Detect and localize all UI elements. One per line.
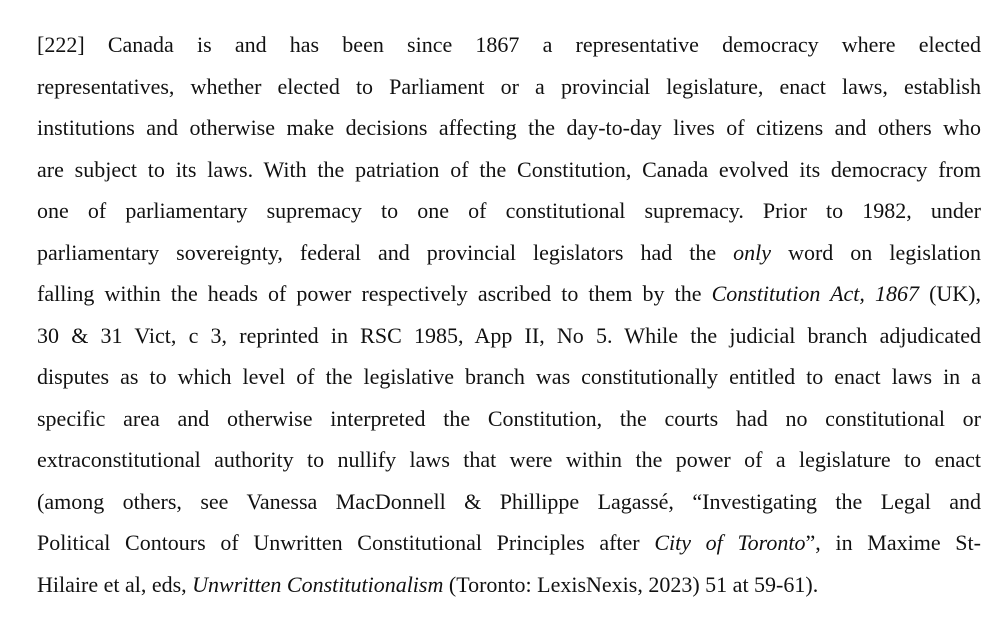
text-line: (among others, see Vanessa MacDonnell & Phillippe Lagassé, “Investigating the Legal and (37, 488, 981, 514)
italic-emphasis: only (733, 239, 772, 265)
text-line: 30 & 31 Vict, c 3, reprinted in RSC 1985, App II, No 5. While the judicial branch adjudicated (37, 322, 981, 348)
case-name: City of Toronto (654, 530, 806, 555)
text-line: disputes as to which level of the legislative branch was constitutionally entitled to enact laws in a (37, 364, 981, 389)
text-line: representatives, whether elected to Parliament or a provincial legislature, enact laws, establish (37, 73, 981, 99)
text-line: parliamentary sovereignty, federal and provincial legislators had the only word on legislation (37, 239, 981, 265)
text-line: specific area and otherwise interpreted the Constitution, the courts had no constitutional or (37, 405, 981, 431)
book-title: Unwritten Constitutionalism (192, 571, 444, 597)
paragraph-number: [222] (37, 32, 85, 57)
text-line: Political Contours of Unwritten Constitutional Principles after City of Toronto”, in Maxime St- (37, 530, 981, 555)
text-line: institutions and otherwise make decisions affecting the day-to-day lives of citizens and others who (37, 115, 981, 140)
paragraph-222 (37, 24, 981, 605)
text-line: one of parliamentary supremacy to one of constitutional supremacy. Prior to 1982, under (37, 198, 981, 223)
text-line: are subject to its laws. With the patriation of the Constitution, Canada evolved its democracy from (37, 156, 981, 182)
text-line: [222] Canada is and has been since 1867 a representative democracy where elected (37, 32, 981, 57)
text-line: falling within the heads of power respectively ascribed to them by the Constitution Act, 1867 (UK), (37, 281, 982, 306)
text-line: Hilaire et al, eds, Unwritten Constitutionalism (Toronto: LexisNexis, 2023) 51 at 59-61). (37, 571, 819, 597)
text-line: extraconstitutional authority to nullify laws that were within the power of a legislature to enact (37, 447, 981, 472)
statute-title: Constitution Act, 1867 (711, 281, 919, 306)
